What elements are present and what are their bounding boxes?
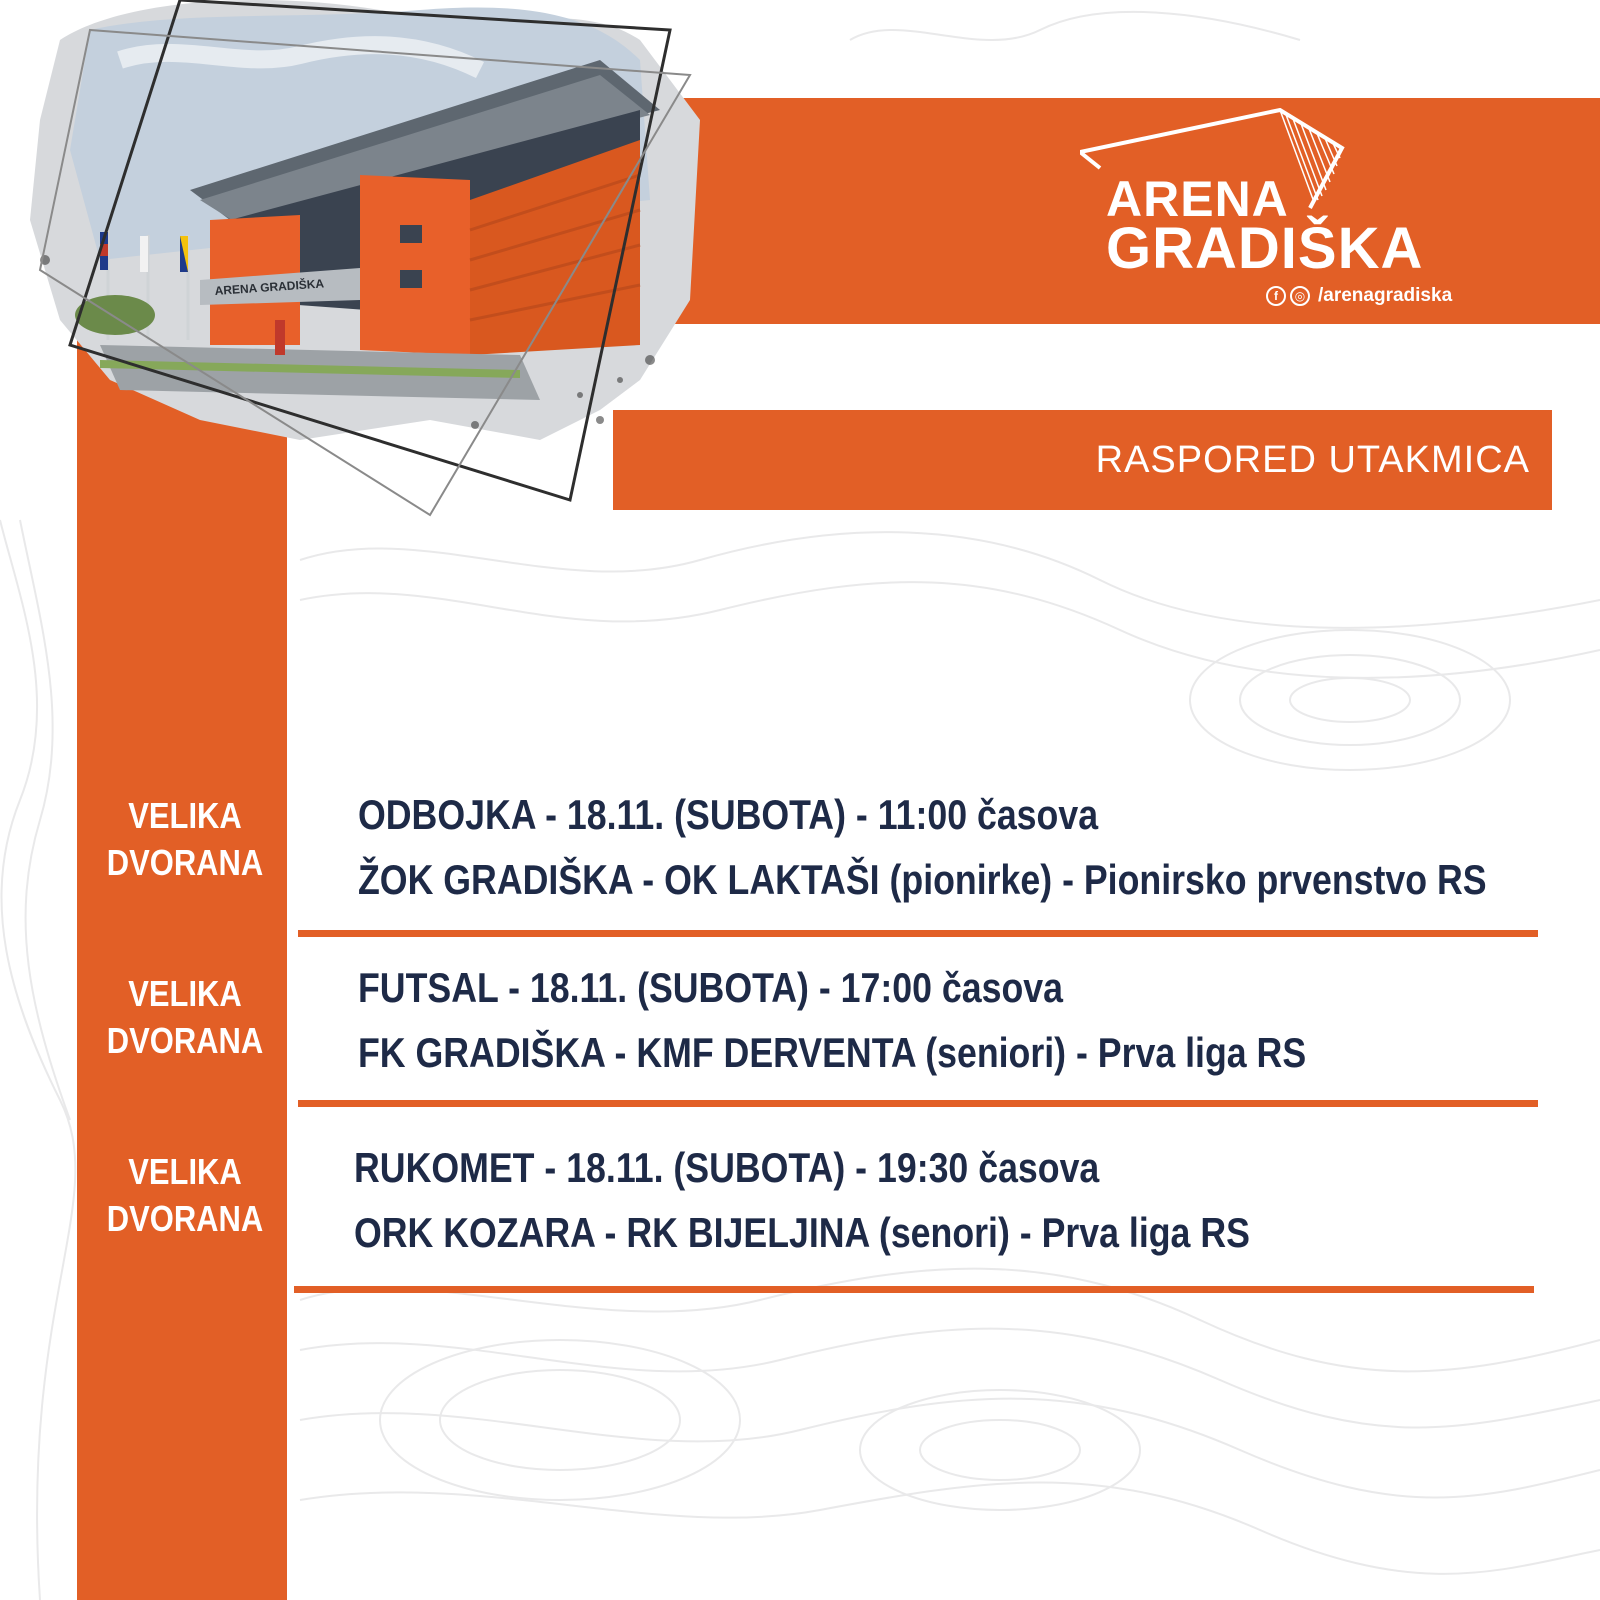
social-handle-row: [1266, 284, 1452, 308]
logo-arena-text: ARENA: [1106, 171, 1289, 227]
schedule-title-banner: [613, 410, 1552, 510]
event-match-teams: FK GRADIŠKA - KMF DERVENTA (seniori) - Prva liga RS: [358, 1029, 1307, 1076]
svg-text:ARENA GRADIŠKA: ARENA GRADIŠKA: [214, 276, 325, 298]
event-match-teams: ŽOK GRADIŠKA - OK LAKTAŠI (pionirke) - Pionirsko prvenstvo RS: [358, 856, 1487, 903]
venue-line1: VELIKA: [128, 1151, 242, 1192]
social-handle[interactable]: /arenagradiska: [1318, 285, 1453, 306]
venue-line2: DVORANA: [106, 1198, 264, 1239]
event-divider: [298, 930, 1538, 937]
event-venue: [99, 792, 271, 886]
event-divider: [298, 1100, 1538, 1107]
arena-gradiska-logo: [1080, 108, 1480, 318]
venue-line1: VELIKA: [128, 795, 242, 836]
event-sport-date-time: ODBOJKA - 18.11. (SUBOTA) - 11:00 časova: [358, 791, 1099, 838]
logo-gradiska-text: GRADIŠKA: [1106, 216, 1424, 281]
venue-line2: DVORANA: [106, 1020, 264, 1061]
instagram-icon[interactable]: ◎: [1290, 286, 1310, 306]
facebook-icon[interactable]: f: [1266, 286, 1286, 306]
venue-line2: DVORANA: [106, 842, 264, 883]
schedule-title: RASPORED UTAKMICA: [1095, 438, 1530, 481]
event-sport-date-time: RUKOMET - 18.11. (SUBOTA) - 19:30 časova: [354, 1144, 1100, 1191]
event-venue: [99, 970, 271, 1064]
event-divider: [294, 1286, 1534, 1293]
arena-building-photo: [0, 0, 720, 540]
event-match-teams: ORK KOZARA - RK BIJELJINA (senori) - Prva liga RS: [354, 1209, 1250, 1256]
event-venue: [99, 1148, 271, 1242]
event-sport-date-time: FUTSAL - 18.11. (SUBOTA) - 17:00 časova: [358, 964, 1063, 1011]
venue-line1: VELIKA: [128, 973, 242, 1014]
